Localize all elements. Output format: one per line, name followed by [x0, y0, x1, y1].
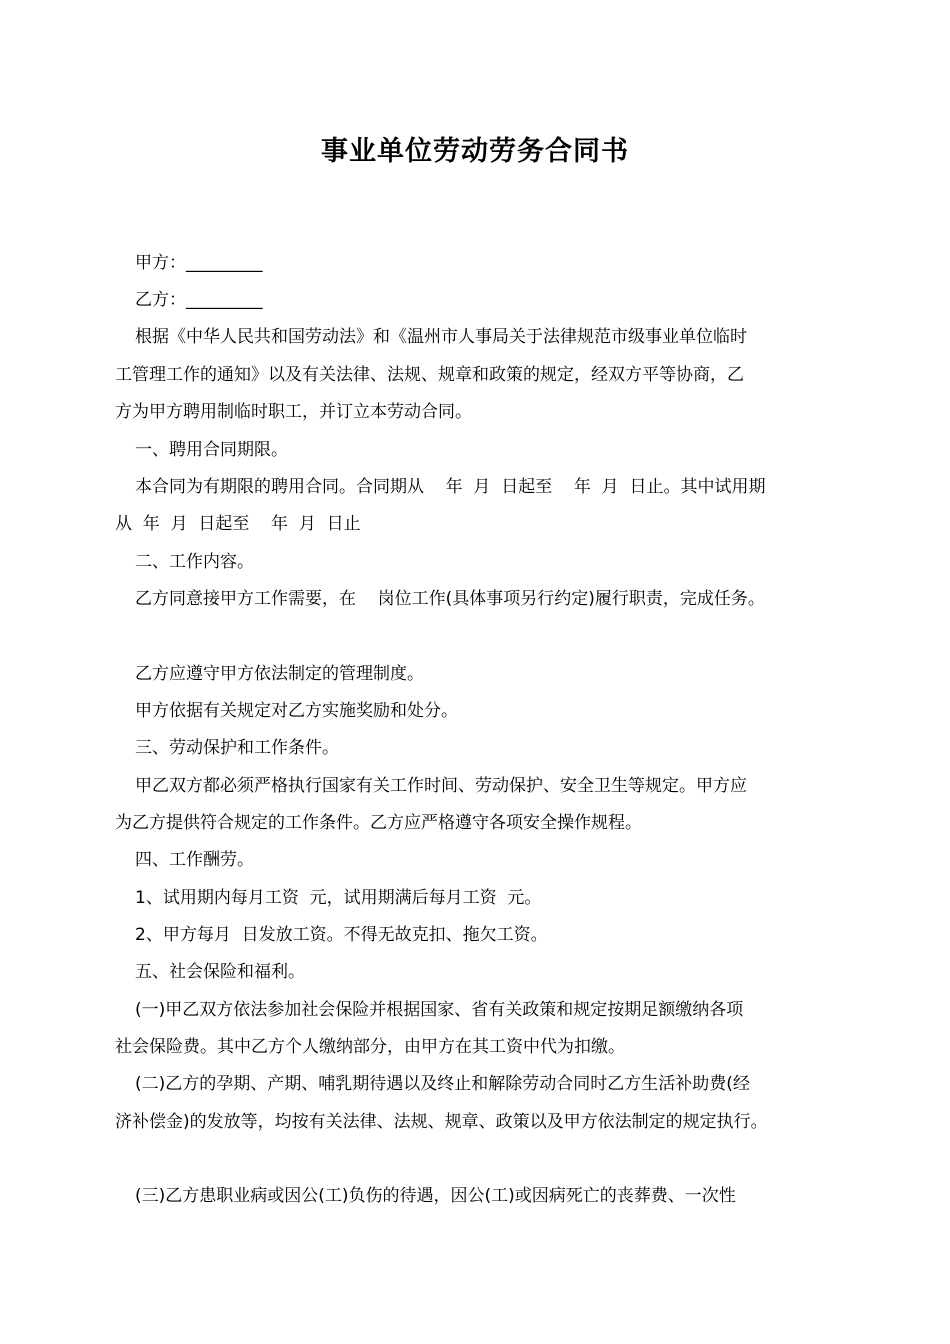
- paragraph-line: 乙方同意接甲方工作需要，在 岗位工作(具体事项另行约定)履行职责，完成任务。: [135, 589, 765, 609]
- paragraph-line: 从 年 月 日起至 年 月 日止: [115, 514, 361, 534]
- paragraph-line: 济补偿金)的发放等，均按有关法律、法规、规章、政策以及甲方依法制定的规定执行。: [115, 1112, 768, 1132]
- section-heading: 一、聘用合同期限。: [135, 440, 288, 460]
- paragraph-line: 社会保险费。其中乙方个人缴纳部分，由甲方在其工资中代为扣缴。: [115, 1037, 625, 1057]
- section-heading: 二、工作内容。: [135, 552, 254, 572]
- party-b-line: 乙方：_________: [135, 290, 263, 310]
- paragraph-line: (三)乙方患职业病或因公(工)负伤的待遇，因公(工)或因病死亡的丧葬费、一次性: [135, 1186, 736, 1206]
- party-a-line: 甲方：_________: [135, 253, 263, 273]
- section-heading: 三、劳动保护和工作条件。: [135, 738, 339, 758]
- section-heading: 四、工作酬劳。: [135, 850, 254, 870]
- paragraph-line: 工管理工作的通知》以及有关法律、法规、规章和政策的规定，经双方平等协商，乙: [115, 365, 744, 385]
- document-title: 事业单位劳动劳务合同书: [321, 136, 629, 167]
- paragraph-line: 方为甲方聘用制临时职工，并订立本劳动合同。: [115, 402, 472, 422]
- paragraph-line: 2、甲方每月 日发放工资。不得无故克扣、拖欠工资。: [135, 925, 548, 945]
- paragraph-line: (一)甲乙双方依法参加社会保险并根据国家、省有关政策和规定按期足额缴纳各项: [135, 1000, 744, 1020]
- paragraph-line: 为乙方提供符合规定的工作条件。乙方应严格遵守各项安全操作规程。: [115, 813, 642, 833]
- paragraph-line: 根据《中华人民共和国劳动法》和《温州市人事局关于法律规范市级事业单位临时: [135, 327, 747, 347]
- paragraph-line: 本合同为有期限的聘用合同。合同期从 年 月 日起至 年 月 日止。其中试用期: [135, 477, 766, 497]
- paragraph-line: 1、试用期内每月工资 元，试用期满后每月工资 元。: [135, 888, 542, 908]
- section-heading: 五、社会保险和福利。: [135, 962, 305, 982]
- paragraph-line: (二)乙方的孕期、产期、哺乳期待遇以及终止和解除劳动合同时乙方生活补助费(经: [135, 1074, 750, 1094]
- paragraph-line: 乙方应遵守甲方依法制定的管理制度。: [135, 664, 424, 684]
- paragraph-line: 甲方依据有关规定对乙方实施奖励和处分。: [135, 701, 458, 721]
- paragraph-line: 甲乙双方都必须严格执行国家有关工作时间、劳动保护、安全卫生等规定。甲方应: [135, 776, 747, 796]
